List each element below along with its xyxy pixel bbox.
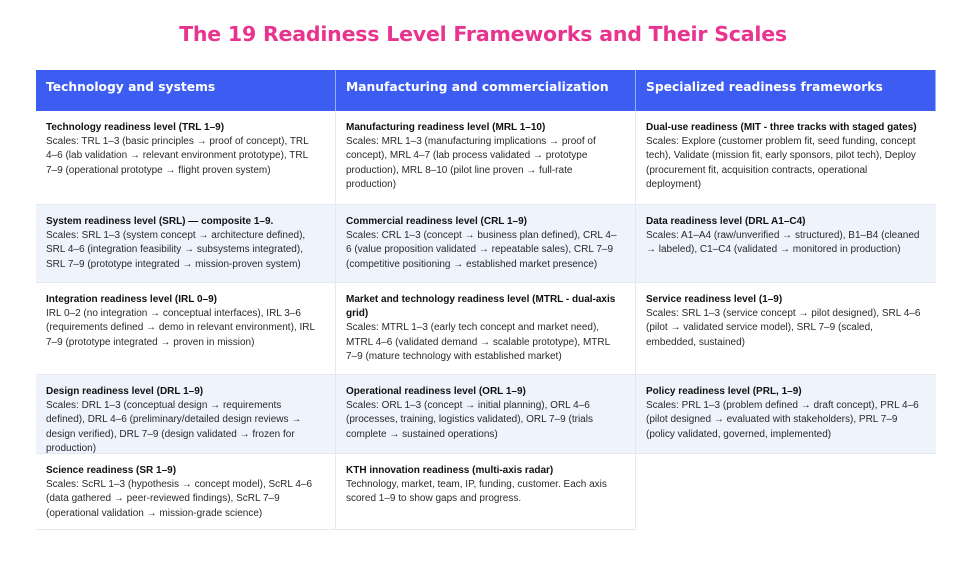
cell-title: KTH innovation readiness (multi-axis radar) [346, 465, 554, 476]
cell-text: Scales: ScRL 1–3 (hypothesis → concept model), ScRL 4–6 (data gathered → peer-reviewed findings), ScRL 7–9 (operational validation → mission-grade science) [46, 479, 313, 519]
cell-text: Scales: A1–A4 (raw/unverified → structured), B1–B4 (cleaned → labeled), C1–C4 (validated → monitored in production) [646, 230, 920, 256]
table-cell [36, 205, 336, 283]
table-cell [336, 454, 636, 530]
column-header-manufacturing: Manufacturing and commercialization [336, 70, 636, 111]
cell-title: Operational readiness level (ORL 1–9) [346, 386, 526, 397]
table-cell [36, 454, 336, 530]
cell-title: Manufacturing readiness level (MRL 1–10) [346, 122, 546, 133]
cell-title: Service readiness level (1–9) [646, 294, 783, 305]
cell-title: Market and technology readiness level (MTRL - dual-axis grid) [346, 294, 616, 320]
cell-title: Science readiness (SR 1–9) [46, 465, 177, 476]
table-cell [636, 283, 936, 375]
table-cell [36, 283, 336, 375]
cell-text: Scales: SRL 1–3 (service concept → pilot designed), SRL 4–6 (pilot → validated service model), SRL 7–9 (scaled, embedded, sustained) [646, 308, 921, 348]
table-cell [336, 205, 636, 283]
cell-text: Scales: MRL 1–3 (manufacturing implications → proof of concept), MRL 4–7 (lab process validated → prototype production), MRL 8–10 (pilot line proven → full-rate production) [346, 136, 596, 190]
column-header-specialized: Specialized readiness frameworks [636, 70, 936, 111]
table-cell [36, 375, 336, 454]
cell-title: Policy readiness level (PRL, 1–9) [646, 386, 802, 397]
table-cell [636, 205, 936, 283]
page-title: The 19 Readiness Level Frameworks and Their Scales [179, 22, 787, 46]
cell-title: Data readiness level (DRL A1–C4) [646, 216, 806, 227]
table-cell [336, 111, 636, 205]
cell-text: Scales: Explore (customer problem fit, seed funding, concept tech), Validate (mission fit, early sponsors, pilot tech), Deploy (procurement fit, acquisition contracts, operational deployment) [646, 136, 916, 190]
table-cell [636, 375, 936, 454]
cell-title: Commercial readiness level (CRL 1–9) [346, 216, 528, 227]
cell-title: Technology readiness level (TRL 1–9) [46, 122, 225, 133]
cell-text: Scales: CRL 1–3 (concept → business plan defined), CRL 4–6 (value proposition validated → repeatable sales), CRL 7–9 (competitive positioning → established market presence) [346, 230, 617, 270]
cell-text: Scales: TRL 1–3 (basic principles → proof of concept), TRL 4–6 (lab validation → relevant environment prototype), TRL 7–9 (operational prototype → flight proven system) [46, 136, 309, 176]
cell-title: Dual-use readiness (MIT - three tracks with staged gates) [646, 122, 917, 133]
table-cell [336, 283, 636, 375]
cell-title: System readiness level (SRL) — composite 1–9. [46, 216, 274, 227]
cell-text: Scales: ORL 1–3 (concept → initial planning), ORL 4–6 (processes, training, logistics validated), ORL 7–9 (trials complete → sustained operations) [346, 400, 593, 440]
cell-text: Technology, market, team, IP, funding, customer. Each axis scored 1–9 to show gaps and progress. [346, 479, 607, 505]
cell-title: Integration readiness level (IRL 0–9) [46, 294, 217, 305]
table-cell [336, 375, 636, 454]
column-header-technology: Technology and systems [36, 70, 336, 111]
cell-title: Design readiness level (DRL 1–9) [46, 386, 204, 397]
empty-cell [636, 454, 936, 530]
framework-table [36, 70, 936, 530]
table-cell [636, 111, 936, 205]
cell-text: Scales: SRL 1–3 (system concept → architecture defined), SRL 4–6 (integration feasibility → subsystems integrated), SRL 7–9 (prototype integrated → mission-proven system) [46, 230, 306, 270]
cell-text: IRL 0–2 (no integration → conceptual interfaces), IRL 3–6 (requirements defined → demo in relevant environment), IRL 7–9 (prototype integrated → proven in mission) [46, 308, 315, 348]
table-cell [36, 111, 336, 205]
cell-text: Scales: MTRL 1–3 (early tech concept and market need), MTRL 4–6 (validated demand → scalable prototype), MTRL 7–9 (mature technology with established market) [346, 322, 610, 362]
cell-text: Scales: DRL 1–3 (conceptual design → requirements defined), DRL 4–6 (preliminary/detailed design reviews → design verified), DRL 7–9 (design validated → frozen for production) [46, 400, 302, 454]
cell-text: Scales: PRL 1–3 (problem defined → draft concept), PRL 4–6 (pilot designed → evaluated with stakeholders), PRL 7–9 (policy validated, governed, implemented) [646, 400, 919, 440]
